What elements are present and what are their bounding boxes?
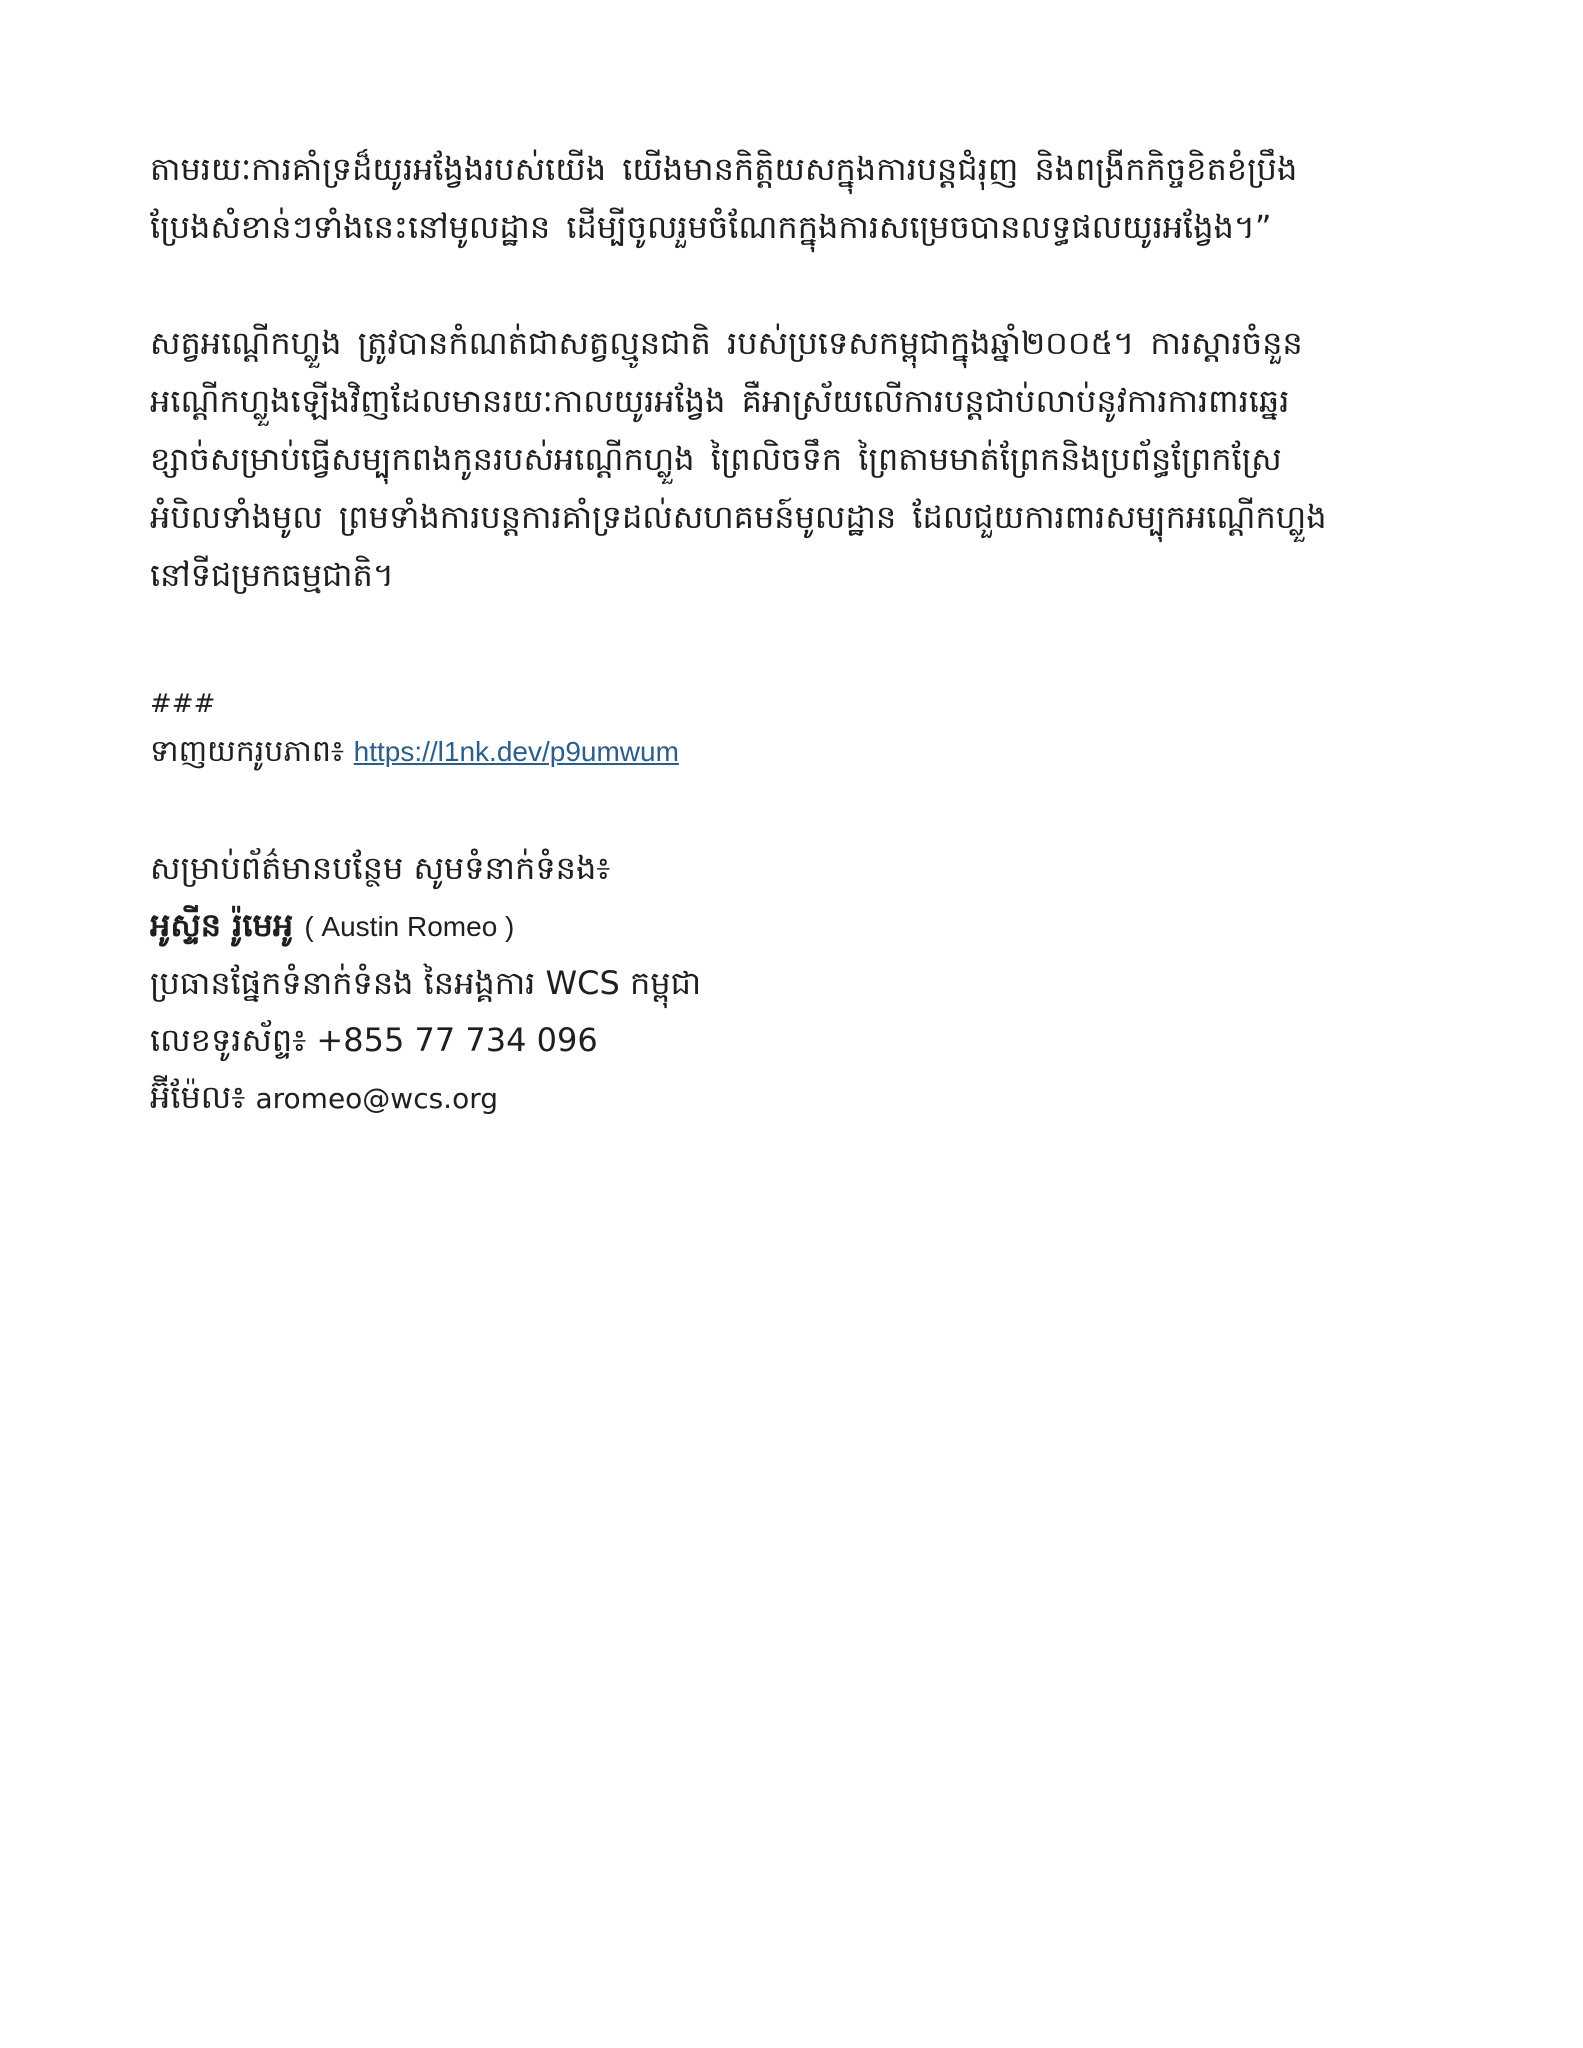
contact-name-khmer: អូស្ទីន រ៉ូមេអូ — [150, 906, 294, 944]
contact-email-address[interactable]: aromeo@wcs.org — [255, 1082, 499, 1115]
contact-email — [150, 1069, 1395, 1127]
paragraph-line: អណ្តើកហ្លួងឡើងវិញដែលមានរយៈកាលយូរអង្វែង គឺអាស្រ័យលើការបន្តជាប់លាប់នូវការការពារឆ្នេរ — [150, 382, 1290, 420]
paragraph-turtle-info — [150, 314, 1395, 604]
contact-name — [150, 897, 1395, 955]
paragraph-line: ប្រែងសំខាន់ៗទាំងនេះនៅមូលដ្ឋាន ដើម្បីចូលរួមចំណែកក្នុងការសម្រេចបានលទ្ធផលយូរអង្វែង។” — [150, 208, 1272, 246]
photo-download-label: ទាញយករូបភាព៖ — [150, 734, 345, 769]
paragraph-line: នៅទីជម្រកធម្មជាតិ។ — [150, 556, 394, 594]
contact-block — [150, 840, 1395, 1127]
end-marker: ### — [150, 689, 216, 719]
paragraph-line: សត្វអណ្តើកហ្លួង ត្រូវបានកំណត់ជាសត្វល្មូនជាតិ របស់ប្រទេសកម្ពុជាក្នុងឆ្នាំ២០០៥។ ការស្តារចំនួន — [150, 324, 1303, 362]
contact-intro: សម្រាប់ព័ត៌មានបន្ថែម សូមទំនាក់ទំនង៖ — [150, 849, 611, 887]
contact-email-label: អ៊ីម៉ែល៖ — [150, 1078, 246, 1116]
photo-download-line — [150, 730, 1395, 774]
paragraph-line: អំបិលទាំងមូល ព្រមទាំងការបន្តការគាំទ្រដល់សហគមន៍មូលដ្ឋាន ដែលជួយការពារសម្បុកអណ្តើកហ្លួង — [150, 498, 1327, 536]
document-content — [150, 140, 1395, 1127]
contact-phone-number: +855 77 734 096 — [316, 1021, 598, 1059]
contact-phone — [150, 1012, 1395, 1069]
contact-title: ប្រធានផ្នែកទំនាក់ទំនង នៃអង្គការ WCS កម្ពុជា — [150, 964, 702, 1002]
contact-phone-label: លេខទូរស័ព្ទ៖ — [150, 1021, 307, 1059]
paragraph-quote-ending — [150, 140, 1395, 256]
photo-download-link[interactable]: https://l1nk.dev/p9umwum — [353, 736, 679, 767]
paragraph-line: តាមរយៈការគាំទ្រដ៏យូរអង្វែងរបស់យើង យើងមានកិត្តិយសក្នុងការបន្តជំរុញ និងពង្រីកកិច្ចខិតខំប្រឹង — [150, 150, 1298, 188]
contact-name-latin: ( Austin Romeo ) — [304, 911, 515, 942]
paragraph-line: ខ្សាច់សម្រាប់ធ្វើសម្បុកពងកូនរបស់អណ្តើកហ្លួង ព្រៃលិចទឹក ព្រៃតាមមាត់ព្រែកនិងប្រព័ន្ធព្រែកស្រែ — [150, 440, 1282, 478]
